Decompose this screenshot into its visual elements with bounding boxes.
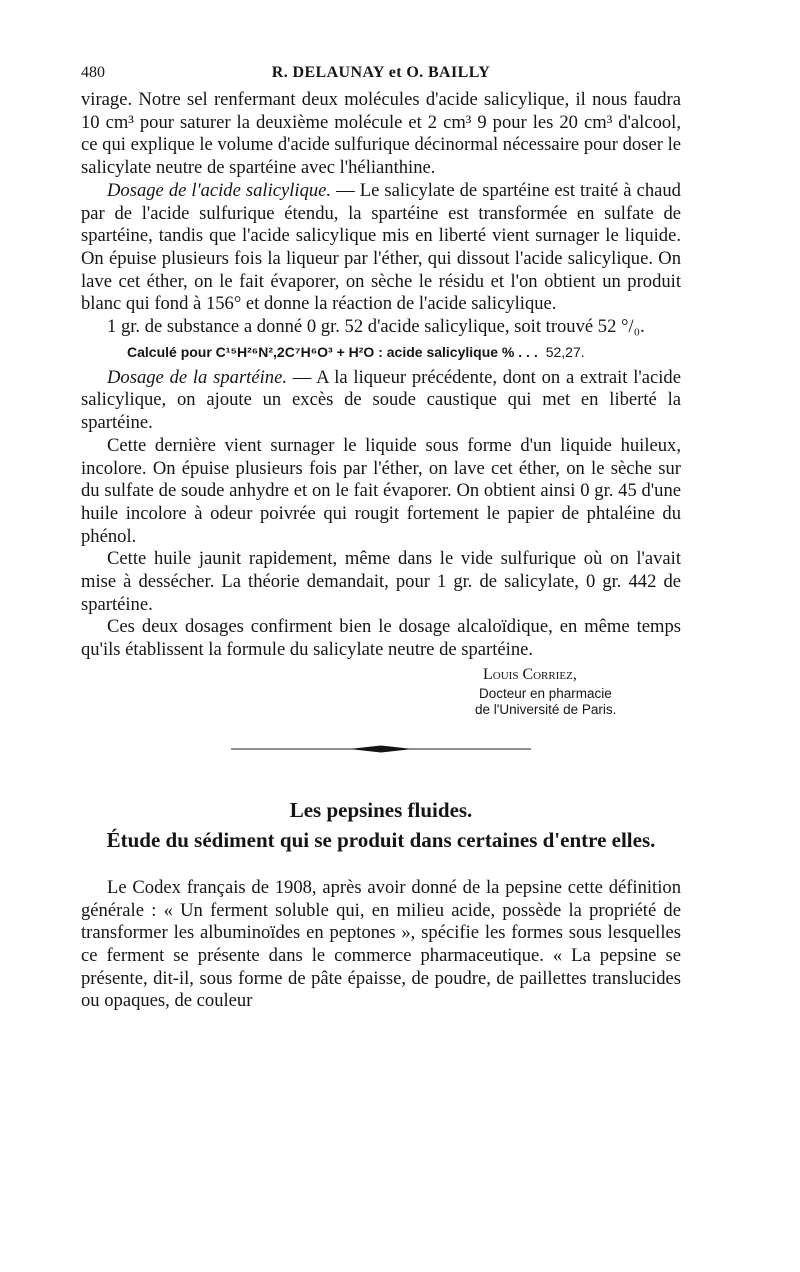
paragraph-dosage-acide (81, 180, 681, 316)
separator-ornament (349, 745, 413, 752)
signature-block (475, 665, 681, 718)
author-affiliation: de l'Université de Paris. (475, 701, 617, 717)
paragraph-virage: virage. Notre sel renfermant deux molécules d'acide salicylique, il nous faudra 10 cm³ pour saturer la deuxième molécule et 2 cm³ 9 pour les 20 cm³ d'alcool, ce qui explique le volume d'acide sulfurique décinormal nécessaire pour doser le salicylate neutre de spartéine avec l'hélianthine. (81, 89, 681, 179)
page-number: 480 (81, 64, 105, 81)
paragraph-dosage-sparteine-text: — A la liqueur précédente, dont on a extrait l'acide salicylique, on ajoute un excès de soude caustique qui met en liberté la spartéine. (81, 366, 681, 434)
formula-text: Calculé pour C¹⁵H²⁶N²,2C⁷H⁶O³ + H²O : acide salicylique % . . . (127, 343, 538, 360)
page-body (81, 89, 681, 1013)
formula-value: 52,27. (545, 343, 585, 360)
paragraph-dosage-sparteine (81, 367, 681, 435)
paragraph-codex: Le Codex français de 1908, après avoir donné de la pepsine cette définition générale : « Un ferment soluble qui, en milieu acide, possède la propriété de transformer les albuminoïdes en peptones », spécifie les formes sous lesquelles ce ferment se présente dans le commerce pharmaceutique. « La pepsine se présente, dit-il, sous forme de pâte épaisse, de poudre, de paillettes translucides ou opaques, de couleur (81, 876, 681, 1012)
article-title: Les pepsines fluides. (289, 797, 473, 822)
page-header (81, 64, 681, 88)
article-body (81, 877, 681, 1013)
section-heading-sparteine: Dosage de la spartéine. (107, 366, 287, 388)
paragraph-conclusion: Ces deux dosages confirment bien le dosage alcaloïdique, en même temps qu'ils établissent la formule du salicylate neutre de spartéine. (81, 616, 681, 661)
paragraph-liquide: Cette dernière vient surnager le liquide sous forme d'un liquide huileux, incolore. On épuise plusieurs fois par l'éther, on lave cet éther, on le sèche sur du sulfate de soude anhydre et on le fait évaporer. On obtient ainsi 0 gr. 45 d'une huile incolore à odeur poivrée qui rougit fortement le papier de phtaléine du phénol. (81, 434, 681, 547)
author-name: Louis Corriez, (483, 665, 577, 683)
running-head: R. DELAUNAY et O. BAILLY (271, 64, 491, 81)
paragraph-huile: Cette huile jaunit rapidement, même dans le vide sulfurique où on l'avait mise à dessécher. La théorie demandait, pour 1 gr. de salicylate, 0 gr. 442 de spartéine. (81, 548, 681, 615)
formula-line (81, 343, 681, 361)
section-heading-acide: Dosage de l'acide salicylique. (107, 179, 332, 201)
author-title: Docteur en pharmacie (479, 685, 612, 701)
section-separator (231, 744, 531, 754)
paragraph-result: 1 gr. de substance a donné 0 gr. 52 d'acide salicylique, soit trouvé 52 °/₀. (107, 316, 645, 338)
paragraph-dosage-acide-text: — Le salicylate de spartéine est traité à chaud par de l'acide sulfurique étendu, la spartéine est transformée en sulfate de spartéine, tandis que l'acide salicylique mis en liberté vient surnager le liquide. On épuise plusieurs fois la liqueur par l'éther, qui dissout l'acide salicylique. On lave cet éther, on le fait évaporer, on sèche le résidu et l'on obtient un produit blanc qui fond à 156° et donne la réaction de l'acide salicylique. (81, 179, 681, 315)
article-subtitle: Étude du sédiment qui se produit dans certaines d'entre elles. (106, 827, 656, 852)
